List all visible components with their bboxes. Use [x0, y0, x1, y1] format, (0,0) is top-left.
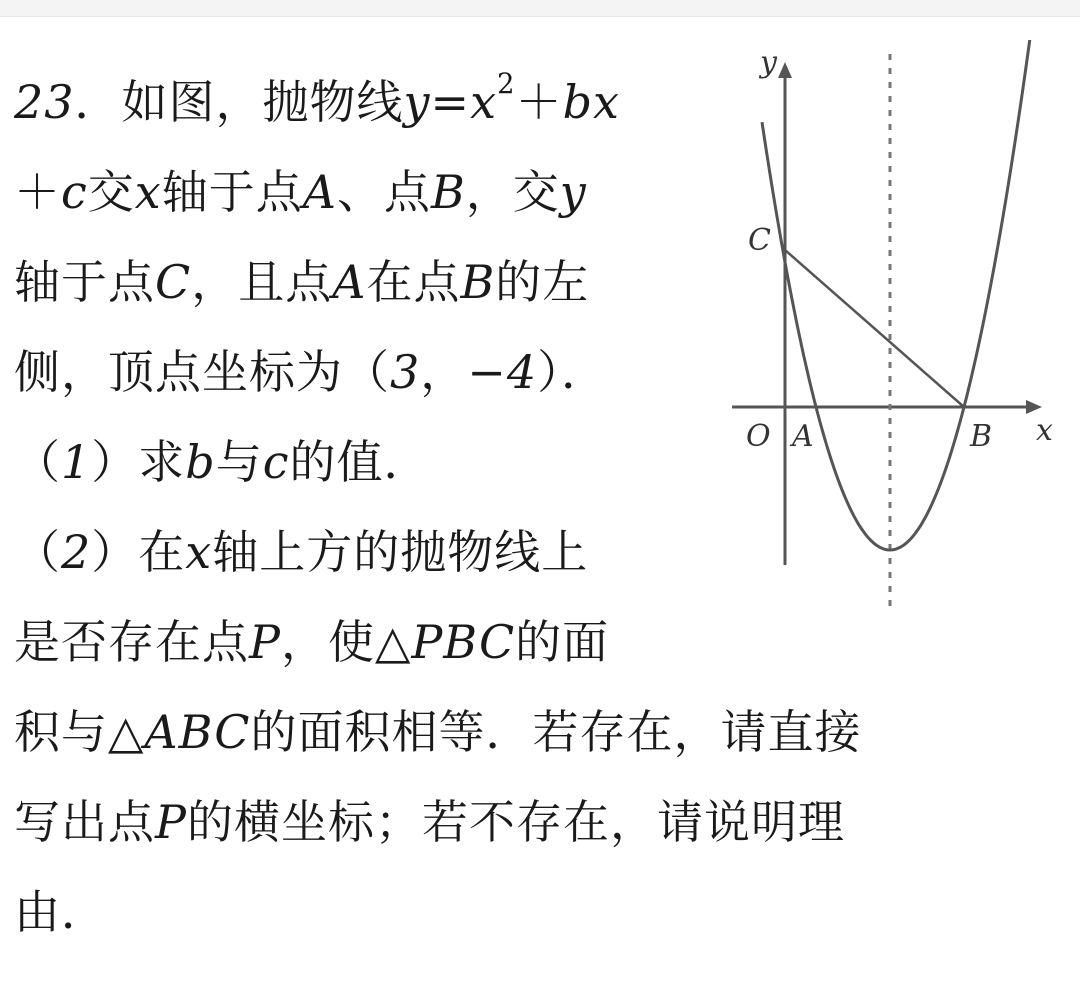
parabola-curve [762, 40, 1030, 550]
label-c: C [748, 223, 771, 258]
problem-line-5: （1）求b与c的值． [14, 435, 431, 489]
problem-line-9: 写出点P的横坐标；若不存在，请说明理 [14, 795, 845, 849]
problem-line-1: 23．如图，抛物线$y=x^2+bx$ [14, 67, 620, 129]
segment-cb [785, 250, 964, 407]
y-axis-arrow [778, 62, 792, 78]
problem-line-8: 积与△ABC的面积相等．若存在，请直接 [14, 705, 862, 759]
label-a: A [792, 419, 814, 454]
problem-line-6: （2）在x轴上方的抛物线上 [14, 525, 589, 579]
x-axis-arrow [1026, 400, 1042, 414]
problem-number: 23 [14, 75, 75, 129]
problem-line-3: 轴于点C，且点A在点B的左 [14, 255, 590, 309]
problem-line-7: 是否存在点P，使△PBC的面 [14, 615, 610, 669]
problem-line-2: ＋c交x轴于点A、点B，交y [14, 165, 587, 219]
label-o: O [746, 419, 771, 454]
label-y: y [760, 45, 777, 80]
problem-line-10: 由． [14, 885, 108, 939]
label-x: x [1036, 413, 1053, 448]
top-bar [0, 0, 1080, 17]
label-b: B [970, 419, 993, 454]
parabola-figure [720, 40, 1080, 620]
figure-svg [720, 40, 1080, 620]
problem-line-4: 侧，顶点坐标为（3，−4）． [14, 345, 609, 399]
